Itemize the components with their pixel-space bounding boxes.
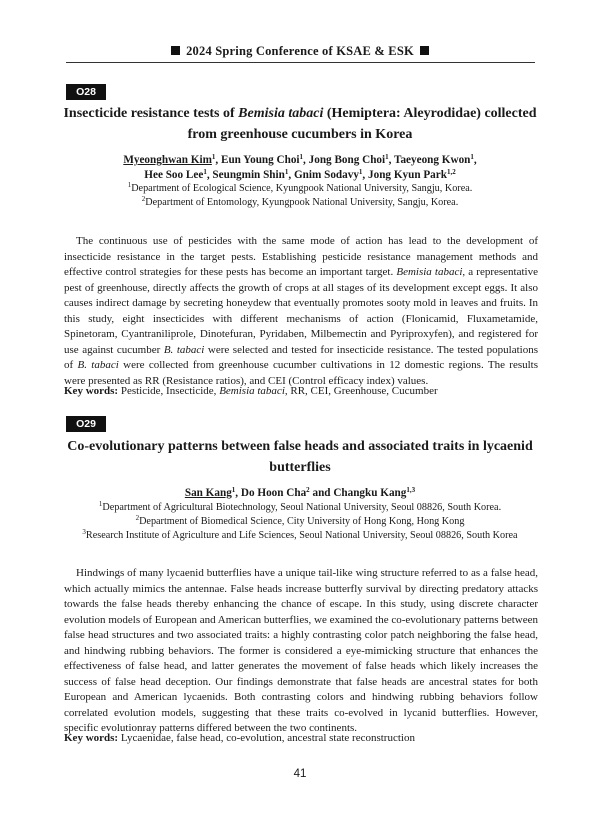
abstract-text: , a representative pest of greenhouse, directly affects the growth of crops at all stages of its development except eggs. It also causes indirect damage by secreting honeydew that eventually promotes sooty mold in leaves and fruits. In this study, eight insecticides with different mechanisms of action (Flonicamid, Fluxametamide, Spinetoram, Cyantraniliprole, Dinotefuran, Pyridaben, Milbemectin and Pyriproxyfen), and registered for use against cucumber (64, 266, 538, 356)
paper-id-badge: O29 (66, 416, 106, 432)
running-header (0, 44, 600, 59)
keywords-text: , RR, CEI, Greenhouse, Cucumber (284, 385, 438, 397)
affiliation-mark: 1 (127, 181, 132, 189)
abstract-text: were selected and tested for insecticide resistance. The tested populations of (64, 343, 539, 371)
keywords-text: Lycaenidae, false head, co-evolution, ancestral state reconstruction (120, 732, 415, 744)
author-name: Hee Soo Lee (144, 169, 204, 181)
author-affiliation-mark: 1 (470, 153, 474, 161)
affiliation-mark: 2 (135, 514, 140, 522)
affiliation-mark: 1 (98, 500, 103, 508)
author-name: Gnim Sodavy (293, 169, 359, 181)
author-name: Jong Kyun Park (368, 169, 447, 181)
affiliation-list (40, 182, 560, 210)
affiliation (40, 529, 560, 543)
author-affiliation-mark: 1,3 (406, 486, 416, 494)
author-affiliation-mark: 1 (284, 168, 289, 176)
abstract-text: were collected from greenhouse cucumber cultivations in 12 domestic regions. The results were presented as RR (Resistance ratios), and CEI (Control efficacy index) values. (64, 359, 538, 387)
title-species: Bemisia tabaci (238, 106, 324, 121)
abstract-text: The continuous use of pesticides with the same mode of action has lead to the development of insecticide resistance in the target pests. Establishing pesticide resistance management methods and effective control strategies for these pests has become an important target. (64, 235, 538, 278)
abstract-species: Bemisia tabaci (396, 266, 463, 278)
paper-title: Co-evolutionary patterns between false heads and associated traits in lycaenid butterflies (67, 439, 533, 475)
author-list: Myeonghwan Kim$^1$, Eun Young Choi$^1$, Jong Bong Choi$^1$, Taeyeong Kwon$^1$, Hee Soo Lee$^1$, Seungmin Shin$^1$, Gnim Sodavy$^1$, Jong Kyun Park$^{1,2}$ (123, 153, 477, 181)
affiliation-text: Research Institute of Agriculture and Life Sciences, Seoul National University, Seoul 08826, South Korea (85, 530, 518, 541)
abstract-species: B. tabaci (77, 359, 119, 371)
keywords-label: Key words: (64, 732, 119, 744)
affiliation (40, 501, 560, 515)
square-bullet-icon (420, 46, 429, 55)
keywords-text: Pesticide, Insecticide, (120, 385, 220, 397)
paper-id-badge: O28 (66, 84, 106, 100)
author-affiliation-mark: 1 (385, 153, 389, 161)
paper-title (56, 103, 544, 145)
abstract-body: Hindwings of many lycaenid butterflies have a unique tail-like wing structure referred to as a false head, which actually mimics the antennae. False heads increase butterfly survival by directing predatory attacks towards the false heads thereby enhancing the chance of escape. In this study, using discrete character evolution models of European and American butterflies, we examined the co-evolutionary patterns between false head structures and two associated traits: a highly contrasting color patch neighboring the false head, and hindwing rubbing behaviors. The former is considered a eye-mimicking structure that enhances the effectiveness of false head, and latter generates the movement of false heads which likely increases the success of false head deception. Our findings demonstrate that false heads are ancestral states for both European and American lycaenids. Both contrasting colors and hindwing rubbing behaviors follow correlated evolution models, suggesting that these traits co-evolved in lycanid butterflies. However, specific evolutionray patterns differed between the two continents. (64, 567, 538, 734)
affiliation-text: Department of Agricultural Biotechnology, Seoul National University, Seoul 08826, South Korea. (102, 502, 502, 513)
author-name: San Kang (184, 487, 232, 499)
affiliation (40, 182, 560, 196)
abstract-body (64, 234, 538, 389)
abstract-species: B. tabaci (163, 343, 205, 356)
title-text: Insecticide resistance tests of (63, 106, 239, 121)
keywords-line (64, 731, 538, 746)
keywords-line (64, 384, 538, 399)
affiliation-mark: 2 (141, 195, 146, 203)
author-affiliation-mark: 1 (231, 486, 236, 494)
author-affiliation-mark: 1 (203, 168, 207, 176)
author-name: Myeonghwan Kim (123, 154, 212, 166)
author-name: Seungmin Shin (212, 169, 285, 181)
keywords-label: Key words: (64, 385, 119, 397)
author-affiliation-mark: 1 (358, 168, 363, 176)
keywords-species: Bemisia tabaci (219, 385, 285, 397)
author-affiliation-mark: 2 (306, 486, 310, 494)
author-affiliation-mark: 1,2 (446, 168, 456, 176)
affiliation-text: Department of Ecological Science, Kyungpook National University, Sangju, Korea. (131, 183, 473, 194)
author-affiliation-mark: 1 (211, 153, 216, 161)
author-name: Changku Kang (333, 487, 407, 499)
affiliation (40, 515, 560, 529)
affiliation-text: Department of Entomology, Kyungpook National University, Sangju, Korea. (145, 197, 459, 208)
affiliation-mark: 3 (82, 528, 86, 536)
author-name: Eun Young Choi (220, 154, 300, 166)
title-text: (Hemiptera: Aleyrodidae) collected from greenhouse cucumbers in Korea (187, 106, 537, 142)
author-name: Jong Bong Choi (308, 154, 386, 166)
page-number: 41 (293, 768, 307, 780)
author-name: Taeyeong Kwon (394, 154, 471, 166)
square-bullet-icon (171, 46, 180, 55)
header-text: 2024 Spring Conference of KSAE & ESK (186, 44, 414, 58)
affiliation-list (40, 501, 560, 543)
author-name: Do Hoon Cha (240, 487, 307, 499)
affiliation (40, 196, 560, 210)
affiliation-text: Department of Biomedical Science, City University of Hong Kong, Hong Kong (139, 516, 465, 527)
header-rule (66, 62, 535, 63)
author-list: San Kang$^1$, Do Hoon Cha$^2$ and Changku Kang$^{1,3}$ (184, 486, 416, 499)
author-affiliation-mark: 1 (299, 153, 304, 161)
